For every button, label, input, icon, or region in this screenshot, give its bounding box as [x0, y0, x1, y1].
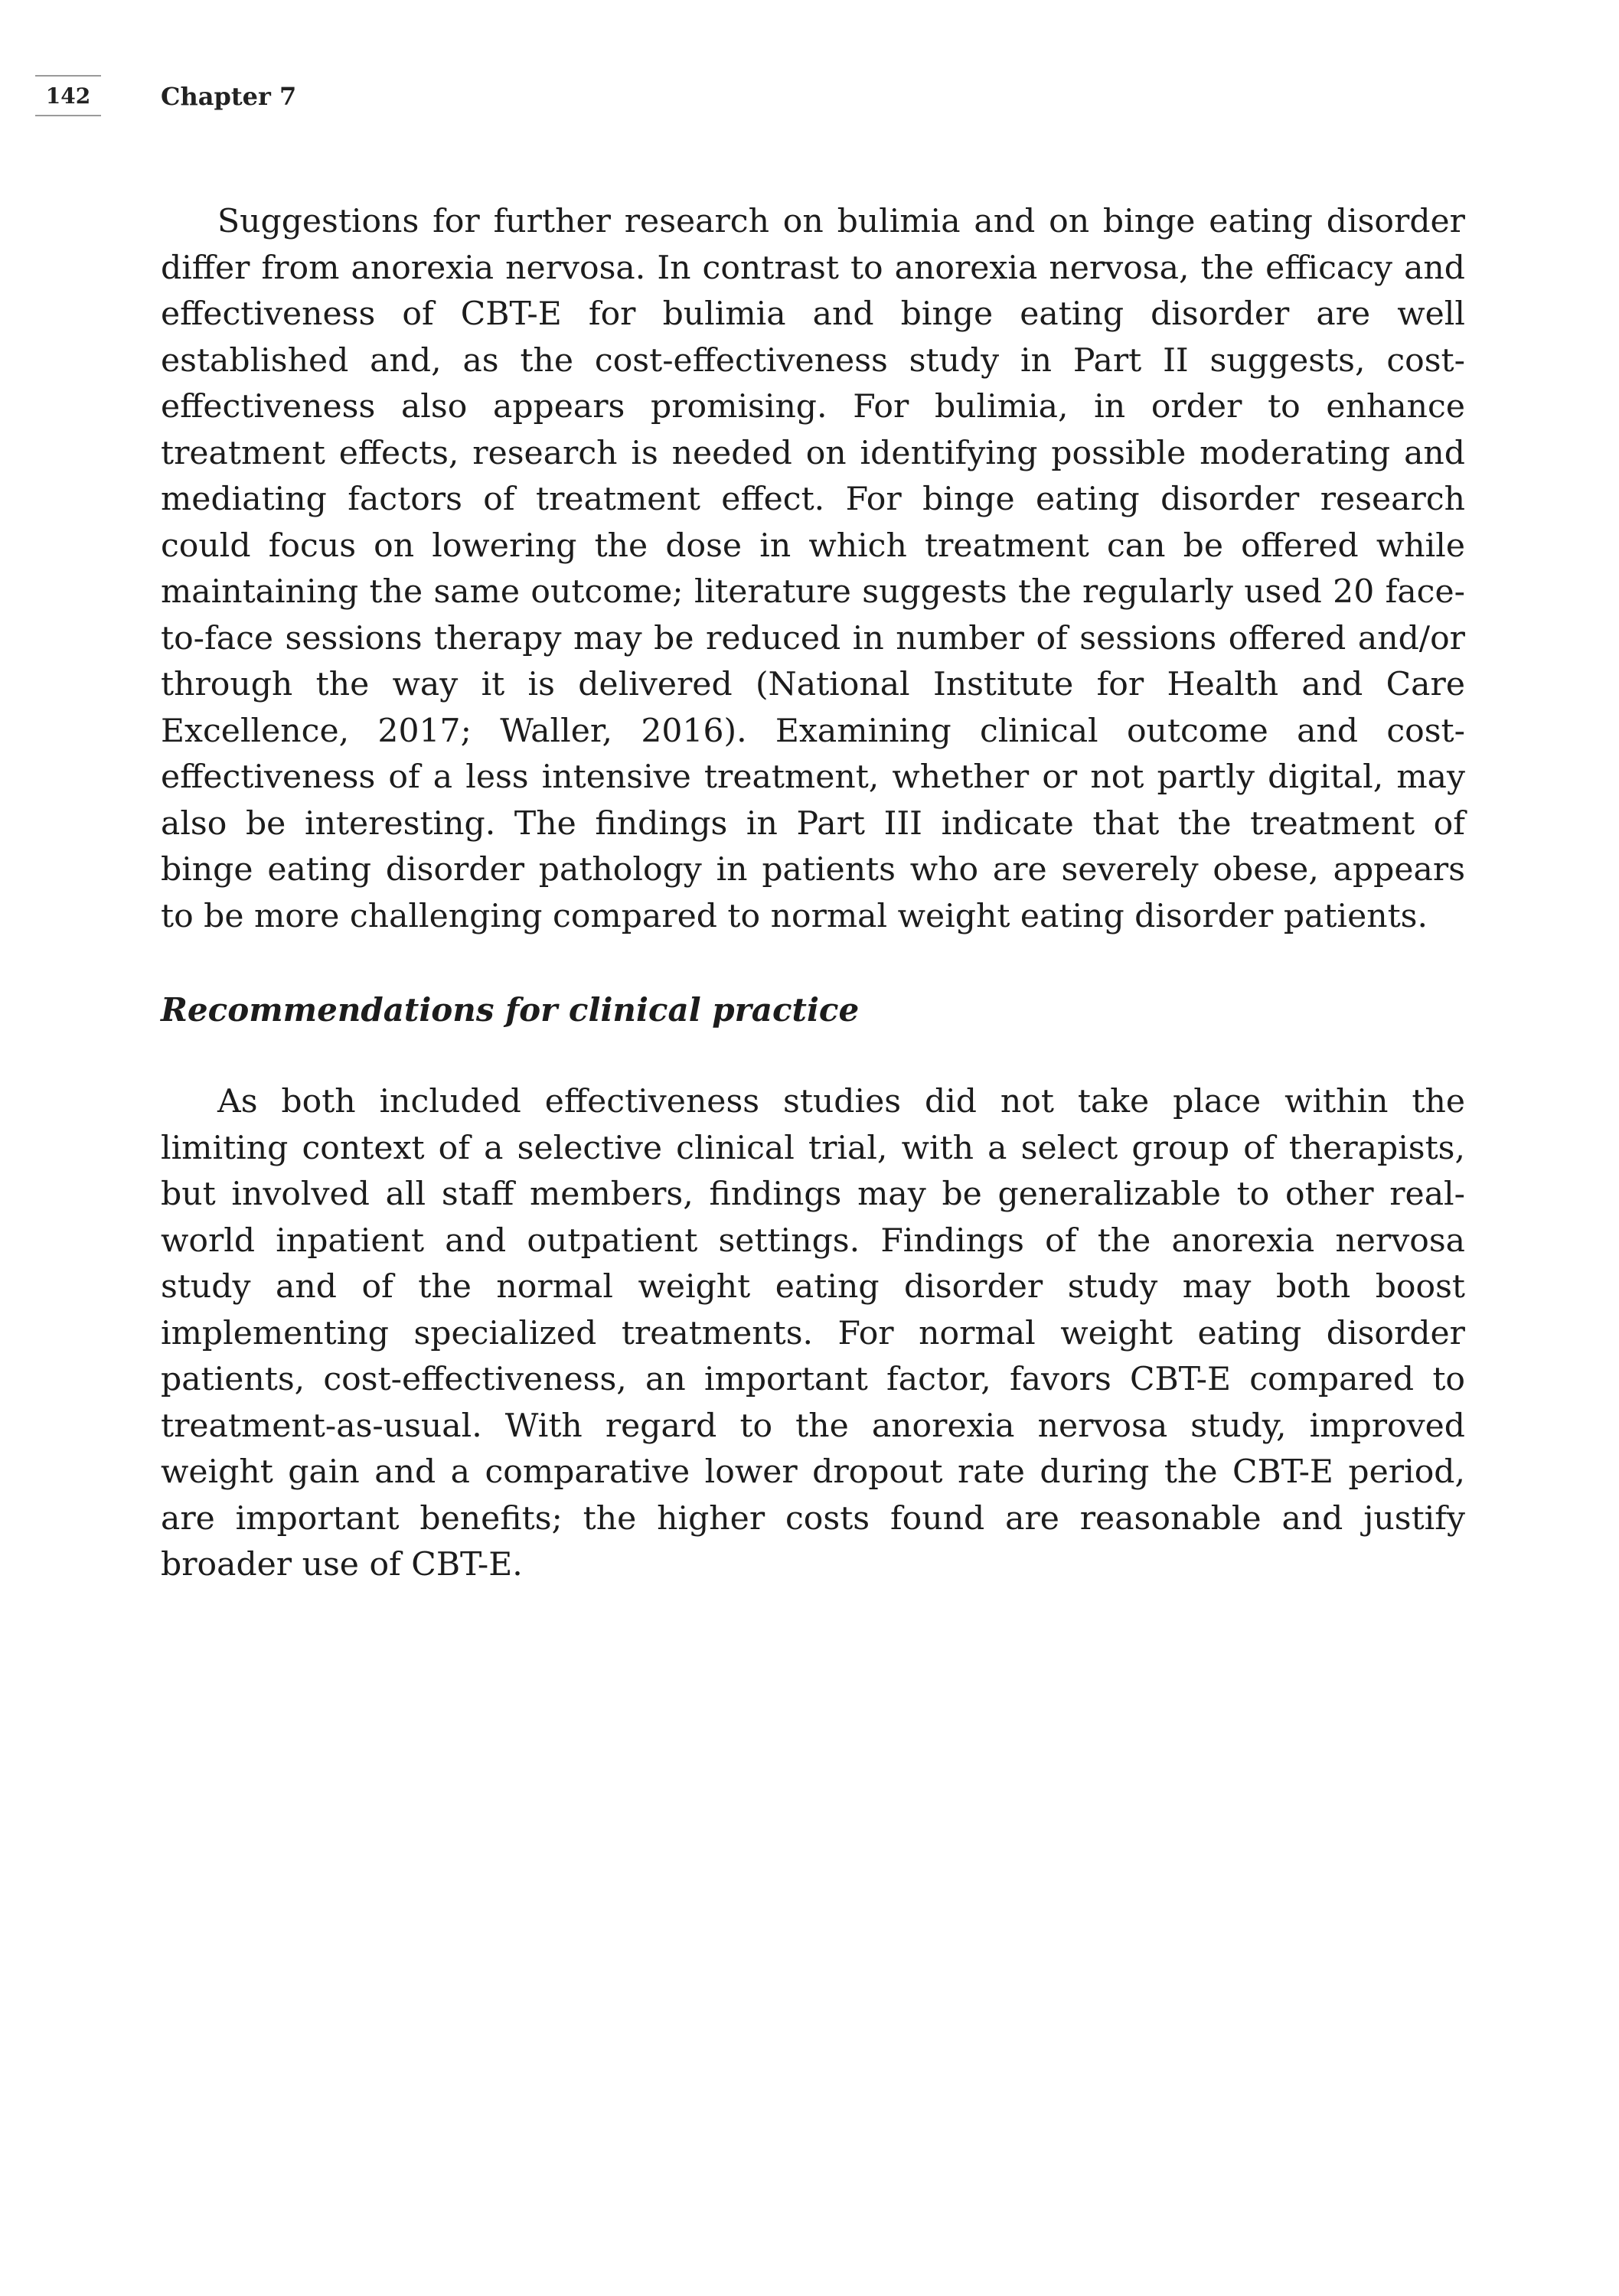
running-head: Chapter 7 [161, 82, 297, 111]
page-number-box [35, 75, 101, 116]
section-heading: Recommendations for clinical practice [161, 991, 860, 1029]
page-number: 142 [45, 83, 91, 109]
body-paragraph-2: As both included effectiveness studies did not take place within the limiting context of a selective clinical trial, with a select group of therapists, but involved all staff members, findings may be generalizable to other real-world inpatient and outpatient settings. Findings of the anorexia nervosa study and of the normal weight eating disorder study may both boost implementing specialized treatments. For normal weight eating disorder patients, cost-effectiveness, an important factor, favors CBT-E compared to treatment-as-usual. With regard to the anorexia nervosa study, improved weight gain and a comparative lower dropout rate during the CBT-E period, are important benefits; the higher costs found are reasonable and justify broader use of CBT-E. [161, 1083, 1465, 1583]
body-paragraph-1: Suggestions for further research on bulimia and on binge eating disorder differ from anorexia nervosa. In contrast to anorexia nervosa, the efficacy and effectiveness of CBT-E for bulimia and binge eating disorder are well established and, as the cost-effectiveness study in Part II suggests, cost-effectiveness also appears promising. For bulimia, in order to enhance treatment effects, research is needed on identifying possible moderating and mediating factors of treatment effect. For binge eating disorder research could focus on lowering the dose in which treatment can be offered while maintaining the same outcome; literature suggests the regularly used 20 face-to-face sessions therapy may be reduced in number of sessions offered and/or through the way it is delivered (National Institute for Health and Care Excellence, 2017; Waller, 2016). Examining clinical outcome and cost-effectiveness of a less intensive treatment, whether or not partly digital, may also be interesting. The findings in Part III indicate that the treatment of binge eating disorder pathology in patients who are severely obese, appears to be more challenging compared to normal weight eating disorder patients. [161, 203, 1465, 935]
